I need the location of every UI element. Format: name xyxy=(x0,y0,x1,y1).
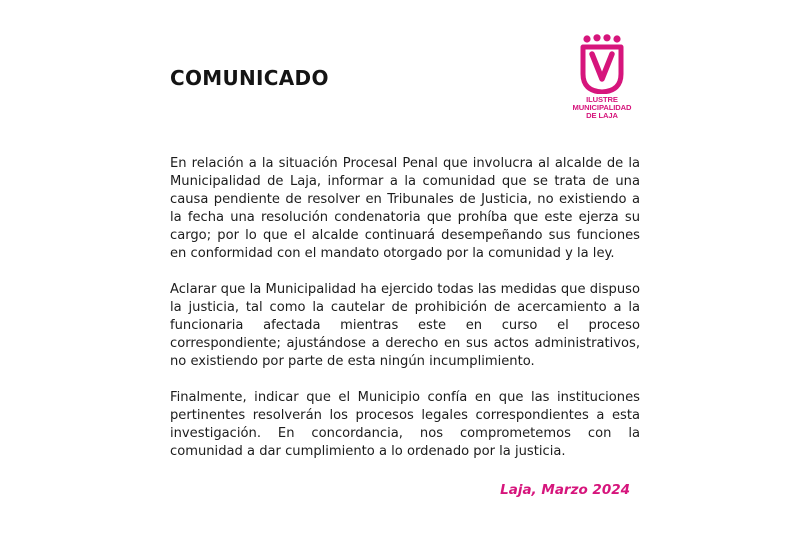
statement-body xyxy=(170,155,640,479)
paragraph-2: Aclarar que la Municipalidad ha ejercido todas las medidas que dispuso la justicia, tal como la cautelar de prohibición de acercamiento a la funcionaria afectada mientras este en curso el proceso correspondiente; ajustándose a derecho en sus actos administrativos, no existiendo por parte de esta ningún incumplimiento. xyxy=(170,282,640,369)
paragraph-3: Finalmente, indicar que el Municipio confía en que las instituciones pertinentes resolverán los procesos legales correspondientes a esta investigación. En concordancia, nos comprometemos con la comunidad a dar cumplimiento a lo ordenado por la justicia. xyxy=(170,390,640,459)
logo-text xyxy=(564,96,640,120)
logo-line-municipalidad: MUNICIPALIDAD xyxy=(572,103,632,112)
page-title: COMUNICADO xyxy=(170,66,329,90)
municipal-crown-v-icon xyxy=(579,34,625,94)
municipal-logo xyxy=(564,34,640,120)
signature-date: Laja, Marzo 2024 xyxy=(500,482,630,498)
logo-line-ilustre: ILUSTRE xyxy=(586,95,618,104)
paragraph-1: En relación a la situación Procesal Penal que involucra al alcalde de la Municipalidad de Laja, informar a la comunidad que se trata de una causa pendiente de resolver en Tribunales de Justicia, no existiendo a la fecha una resolución condenatoria que prohíba que este ejerza su cargo; por lo que el alcalde continuará desempeñando sus funciones en conformidad con el mandato otorgado por la comunidad y la ley. xyxy=(170,156,640,261)
logo-line-de-laja: DE LAJA xyxy=(586,111,618,120)
